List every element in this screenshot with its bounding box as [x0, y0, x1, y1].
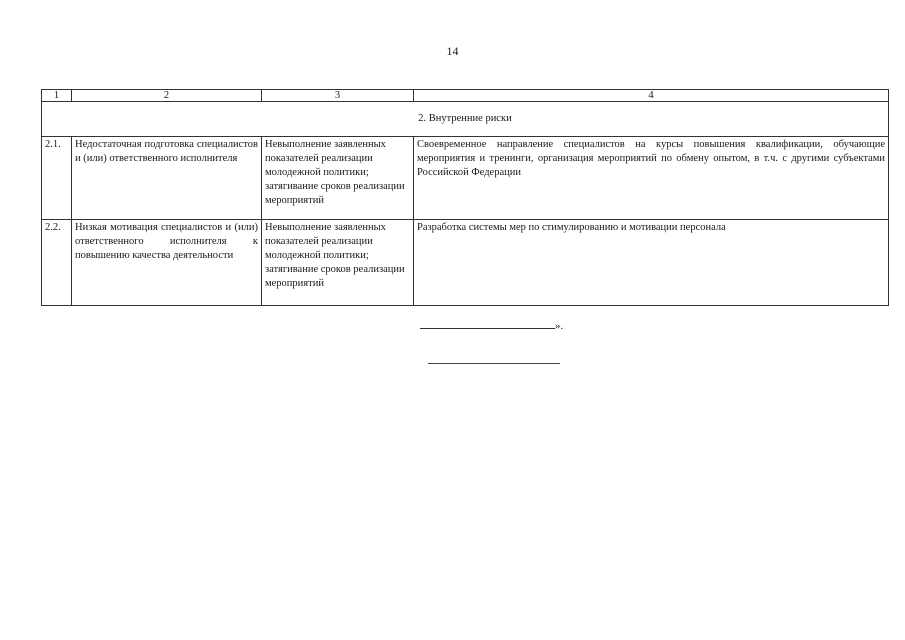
table-header-row [42, 90, 889, 102]
column-header-1: 1 [42, 90, 72, 102]
column-header-4: 4 [414, 90, 889, 102]
risk-description: Низкая мотивация специалистов и (или) ответственного исполнителя к повышению качества деятельности [72, 220, 262, 306]
closing-line [420, 318, 563, 332]
section-title: 2. Внутренние риски [42, 102, 889, 137]
row-number: 2.1. [42, 137, 72, 220]
closing-blank-line [420, 318, 555, 329]
risk-measures: Своевременное направление специалистов на курсы повышения квалификации, обучающие мероприятия и тренинги, организация мероприятий по обмену опытом, в т.ч. с другими субъектами Российской Федерации [414, 137, 889, 220]
column-header-2: 2 [72, 90, 262, 102]
row-number: 2.2. [42, 220, 72, 306]
table-row [42, 220, 889, 306]
risk-measures: Разработка системы мер по стимулированию и мотивации персонала [414, 220, 889, 306]
end-divider-line [428, 363, 560, 364]
table-row [42, 137, 889, 220]
section-row [42, 102, 889, 137]
page-number: 14 [446, 44, 459, 58]
risk-consequences: Невыполнение заявленных показателей реализации молодежной политики; затягивание сроков реализации мероприятий [262, 137, 414, 220]
closing-quote-mark: ». [555, 320, 564, 332]
risk-table [41, 89, 889, 306]
risk-consequences: Невыполнение заявленных показателей реализации молодежной политики; затягивание сроков реализации мероприятий [262, 220, 414, 306]
column-header-3: 3 [262, 90, 414, 102]
risk-description: Недостаточная подготовка специалистов и (или) ответственного исполнителя [72, 137, 262, 220]
